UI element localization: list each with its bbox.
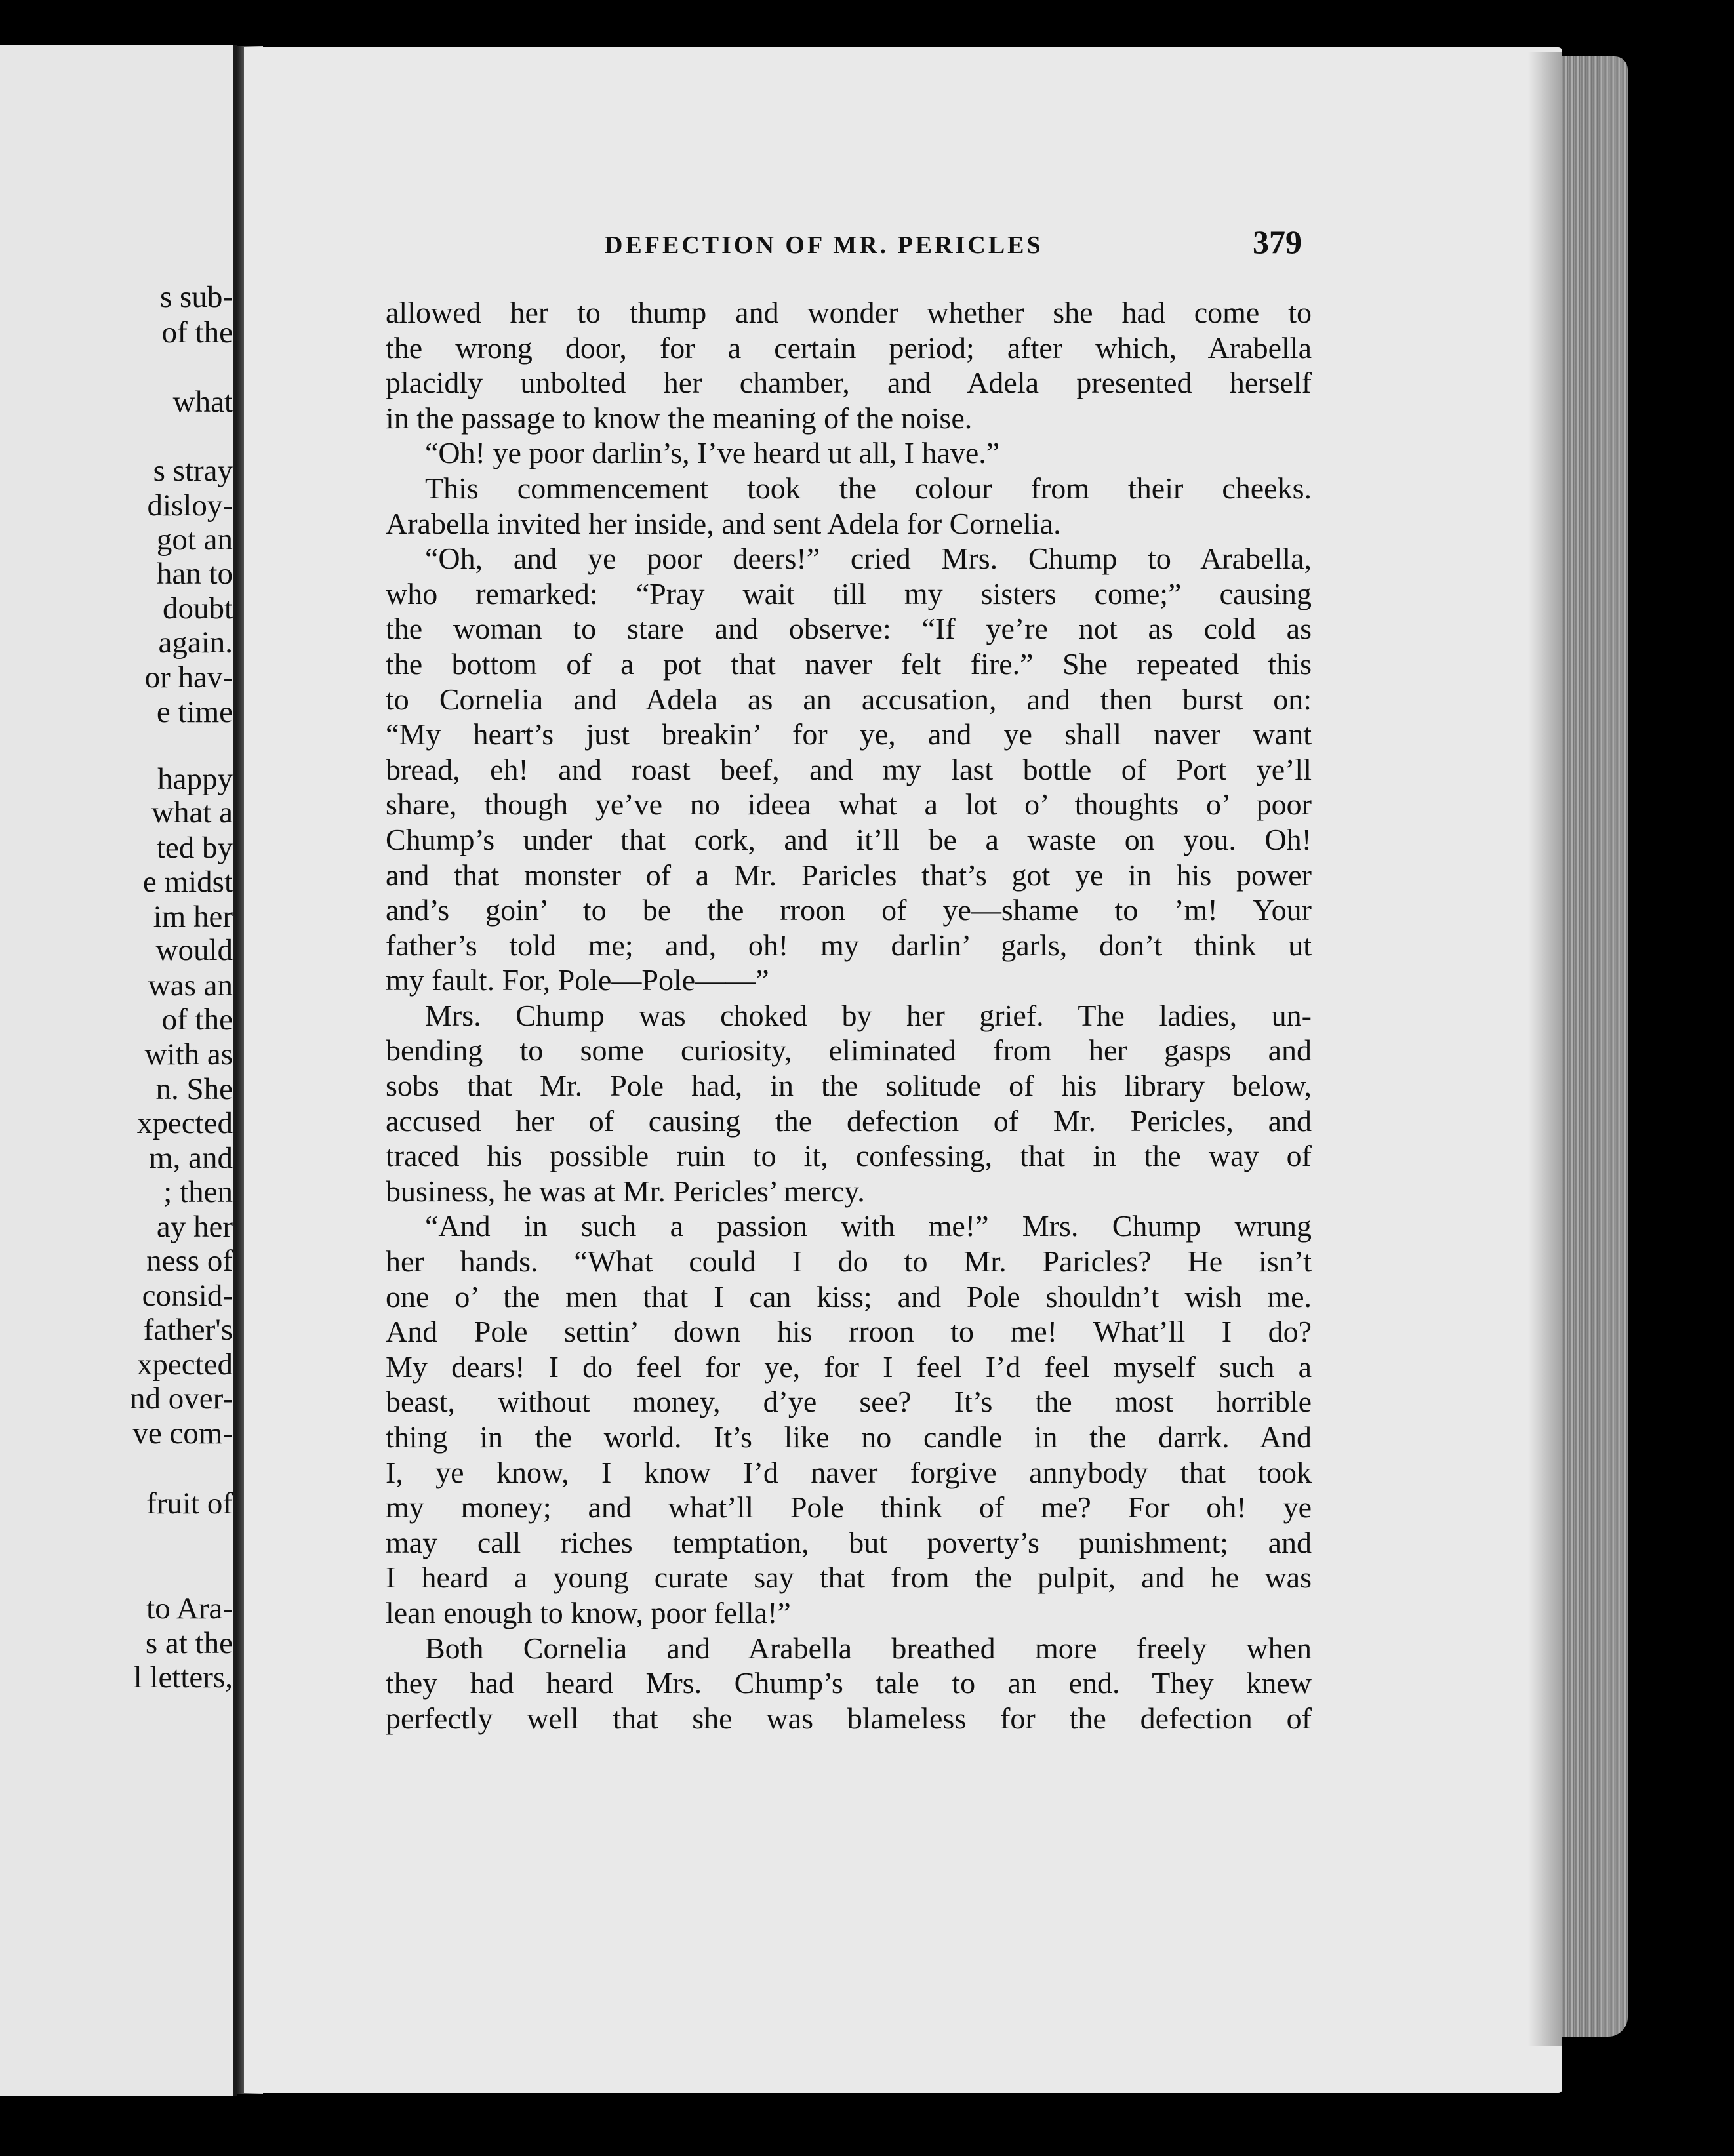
left-page-line: e midst: [142, 865, 233, 899]
text-line: Arabella invited her inside, and sent Adela for Cornelia.: [386, 506, 1061, 540]
text-line: the bottom of a pot that naver felt fire.” She repeated this: [386, 647, 1312, 681]
running-head: DEFECTION OF MR. PERICLES: [605, 231, 1043, 259]
left-page-line: s sub-: [160, 280, 233, 314]
body-text: [386, 295, 1312, 1736]
text-line: thing in the world. It’s like no candle in the darrk. And: [386, 1420, 1312, 1454]
left-page-line: again.: [158, 626, 233, 660]
text-line: sobs that Mr. Pole had, in the solitude of his library below,: [386, 1069, 1312, 1103]
left-page-line: im her: [153, 900, 233, 934]
left-page-line: or hav-: [144, 660, 233, 694]
text-line: placidly unbolted her chamber, and Adela presented herself: [386, 366, 1312, 400]
left-page-line: consid-: [142, 1279, 233, 1313]
left-page-line: with as: [144, 1037, 233, 1071]
text-line: her hands. “What could I do to Mr. Paricles? He isn’t: [386, 1245, 1312, 1279]
text-line: “Oh! ye poor darlin’s, I’ve heard ut all, I have.”: [425, 436, 1000, 470]
left-page-line: xpected: [136, 1348, 233, 1382]
left-page-line: what a: [151, 795, 233, 829]
text-line: Both Cornelia and Arabella breathed more freely when: [425, 1631, 1312, 1665]
left-page-line: was an: [148, 968, 233, 1003]
left-page-line: would: [155, 933, 233, 967]
text-line: My dears! I do feel for ye, for I feel I’d feel myself such a: [386, 1349, 1312, 1384]
left-page-line: ay her: [156, 1210, 233, 1244]
text-line: the woman to stare and observe: “If ye’re not as cold as: [386, 612, 1312, 646]
text-line: perfectly well that she was blameless for the defection of: [386, 1701, 1312, 1735]
text-line: “My heart’s just breakin’ for ye, and ye shall naver want: [386, 717, 1312, 751]
text-line: allowed her to thump and wonder whether she had come to: [386, 296, 1312, 329]
left-page-line: n. She: [155, 1072, 233, 1106]
page-edges: [1562, 56, 1628, 2037]
text-line: may call riches temptation, but poverty’s punishment; and: [386, 1525, 1312, 1559]
text-line: business, he was at Mr. Pericles’ mercy.: [386, 1174, 865, 1208]
left-page-line: of the: [161, 315, 233, 349]
left-page-line: m, and: [149, 1141, 233, 1175]
text-line: I, ye know, I know I’d naver forgive annybody that took: [386, 1455, 1312, 1489]
text-line: my money; and what’ll Pole think of me? For oh! ye: [386, 1490, 1312, 1525]
text-line: This commencement took the colour from their cheeks.: [425, 471, 1312, 505]
left-page-line: what: [172, 385, 233, 419]
left-page-line: xpected: [136, 1106, 233, 1140]
left-page-line: s stray: [153, 454, 233, 488]
text-line: traced his possible ruin to it, confessing, that in the way of: [386, 1139, 1312, 1173]
left-page-line: nd over-: [130, 1382, 233, 1416]
left-page-line: ted by: [156, 831, 233, 865]
left-page-line: ; then: [163, 1175, 233, 1209]
text-line: lean enough to know, poor fella!”: [386, 1595, 791, 1629]
left-page-line: got an: [156, 523, 233, 557]
left-page-line: l letters,: [133, 1660, 233, 1694]
text-line: accused her of causing the defection of Mr. Pericles, and: [386, 1104, 1312, 1138]
text-line: “And in such a passion with me!” Mrs. Chump wrung: [425, 1209, 1312, 1243]
text-line: I heard a young curate say that from the pulpit, and he was: [386, 1561, 1312, 1595]
left-page-line: fruit of: [146, 1487, 233, 1521]
left-page-line: ve com-: [132, 1416, 233, 1450]
text-line: and that monster of a Mr. Paricles that’s got ye in his power: [386, 858, 1312, 892]
text-line: beast, without money, d’ye see? It’s the most horrible: [386, 1385, 1312, 1419]
text-line: the wrong door, for a certain period; after which, Arabella: [386, 330, 1312, 365]
left-page-line: s at the: [145, 1626, 233, 1660]
page-edge-shadow: [1528, 52, 1567, 2046]
text-line: one o’ the men that I can kiss; and Pole shouldn’t wish me.: [386, 1279, 1312, 1313]
text-line: And Pole settin’ down his rroon to me! What’ll I do?: [386, 1315, 1312, 1349]
left-page-line: father's: [143, 1313, 233, 1347]
page-number: 379: [1253, 224, 1302, 260]
text-line: they had heard Mrs. Chump’s tale to an end. They knew: [386, 1666, 1312, 1700]
text-line: bending to some curiosity, eliminated from her gasps and: [386, 1033, 1312, 1068]
left-page-line: doubt: [162, 591, 233, 626]
text-line: and’s goin’ to be the rroon of ye—shame to ’m! Your: [386, 893, 1312, 927]
text-line: in the passage to know the meaning of the noise.: [386, 401, 973, 435]
left-page-line: of the: [161, 1003, 233, 1037]
left-page: [0, 45, 237, 2096]
left-page-line: to Ara-: [146, 1591, 233, 1626]
text-line: share, though ye’ve no ideea what a lot o’ thoughts o’ poor: [386, 788, 1312, 822]
text-line: Mrs. Chump was choked by her grief. The ladies, un-: [425, 998, 1312, 1032]
left-page-line: happy: [157, 762, 233, 796]
left-page-line: han to: [156, 557, 233, 591]
text-line: “Oh, and ye poor deers!” cried Mrs. Chump to Arabella,: [425, 542, 1312, 576]
left-page-line: ness of: [146, 1244, 233, 1278]
text-line: father’s told me; and, oh! my darlin’ garls, don’t think ut: [386, 928, 1312, 962]
left-page-line: e time: [156, 695, 233, 729]
text-line: who remarked: “Pray wait till my sisters come;” causing: [386, 576, 1312, 610]
text-line: to Cornelia and Adela as an accusation, and then burst on:: [386, 682, 1312, 716]
text-line: bread, eh! and roast beef, and my last bottle of Port ye’ll: [386, 752, 1312, 786]
text-line: my fault. For, Pole—Pole——”: [386, 963, 769, 997]
text-line: Chump’s under that cork, and it’ll be a waste on you. Oh!: [386, 822, 1312, 856]
left-page-line: disloy-: [147, 489, 233, 523]
